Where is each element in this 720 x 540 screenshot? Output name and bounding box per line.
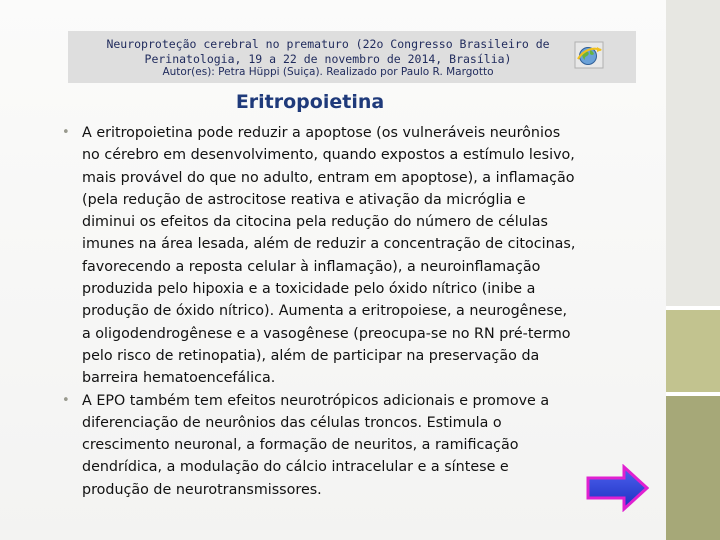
next-slide-button[interactable] (586, 464, 649, 512)
bullet-line: no cérebro em desenvolvimento, quando expostos a estímulo lesivo, (82, 147, 575, 164)
side-bar-olive-light (666, 310, 720, 392)
bullet-line: dendrídica, a modulação do cálcio intracelular e a síntese e (82, 459, 509, 476)
bullet-line: diminui os efeitos da citocina pela redução do número de células (82, 214, 548, 231)
bullet-line: mais provável do que no adulto, entram em apoptose), a inflamação (82, 169, 575, 186)
bullet-line: barreira hematoencefálica. (82, 370, 276, 387)
bullet-line: pelo risco de retinopatia), além de participar na preservação da (82, 347, 540, 364)
bullet-item-1 (60, 122, 660, 390)
header-author-line: Autor(es): Petra Hüppi (Suiça). Realizado por Paulo R. Margotto (162, 66, 494, 78)
bullet-line: produzida pelo hipoxia e a toxicidade pelo óxido nítrico (inibe a (82, 281, 536, 298)
bullet-line: A EPO também tem efeitos neurotrópicos adicionais e promove a (82, 392, 550, 409)
header-title-line2: Perinatologia, 19 a 22 de novembro de 2014, Brasília) (144, 52, 512, 66)
bullet-line: crescimento neuronal, a formação de neuritos, a ramificação (82, 437, 519, 454)
bullet-line: imunes na área lesada, além de reduzir a concentração de citocinas, (82, 236, 576, 253)
bullet-line: diferenciação de neurônios das células troncos. Estimula o (82, 414, 502, 431)
side-bar-olive-dark (666, 396, 720, 540)
header-title-line1: Neuroproteção cerebral no prematuro (22o Congresso Brasileiro de (106, 37, 550, 51)
slide-title: Eritropoietina (235, 91, 385, 113)
next-arrow-icon (586, 464, 649, 512)
header-box (68, 31, 636, 83)
bullet-line: A eritropoietina pode reduzir a apoptose (os vulneráveis neurônios (82, 125, 561, 141)
bullet-marker: • (62, 392, 70, 408)
globe-icon[interactable] (574, 41, 604, 69)
bullet-line: produção de neurotransmissores. (82, 481, 322, 498)
bullet-line: (pela redução de astrocitose reativa e ativação da micróglia e (82, 191, 526, 208)
bullet-item-2 (60, 390, 660, 501)
bullet-line: a oligodendrogênese e a vasogênese (preocupa-se no RN pré-termo (82, 325, 571, 342)
slide-body (60, 122, 660, 501)
bullet-line: produção de óxido nítrico). Aumenta a eritropoiese, a neurogênese, (82, 303, 568, 320)
side-bar-top (666, 0, 720, 306)
bullet-marker: • (62, 125, 70, 140)
bullet-line: favorecendo a reposta celular à inflamação), a neuroinflamação (82, 258, 541, 275)
